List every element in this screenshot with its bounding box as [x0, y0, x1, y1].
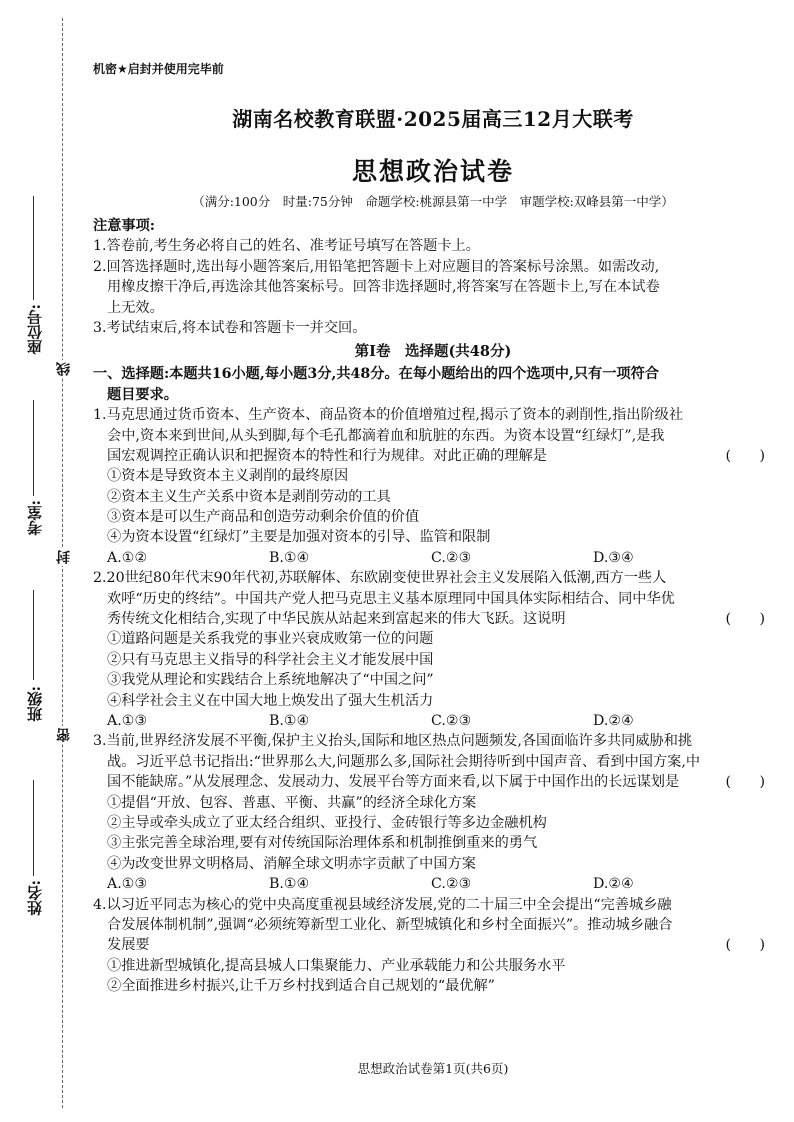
q2-option-c: C.②③: [431, 712, 472, 729]
q4-item-1: ①推进新型城镇化,提高县城人口集聚能力、产业承载能力和公共服务水平: [107, 957, 566, 974]
note-1: 1.答卷前,考生务必将自己的姓名、准考证号填写在答题卡上。: [93, 238, 480, 255]
class-field: [20, 590, 50, 730]
q4-stem-2: 合发展体制机制”,强调“必须统筹新型工业化、新型城镇化和乡村全面振兴”。推动城乡融合: [107, 916, 673, 933]
q1-stem-3-text: 国宏观调控正确认识和把握资本的特性和行为规律。对此正确的理解是: [107, 447, 547, 464]
q2-option-b: B.①④: [269, 712, 310, 729]
q1-item-1: ①资本是导致资本主义剥削的最终原因: [107, 468, 349, 485]
q2-stem-3-text: 秀传统文化相结合,实现了中华民族从站起来到富起来的伟大飞跃。这说明: [107, 611, 566, 628]
q4-answer-blank: ( ): [725, 937, 765, 954]
seal-xian: 线: [56, 362, 72, 376]
q1-option-d: D.③④: [593, 549, 634, 566]
q1-option-b: B.①④: [269, 549, 310, 566]
q2-stem-3: [93, 609, 773, 629]
name-field: [20, 780, 50, 930]
q1-item-3: ③资本是可以生产商品和创造劳动剩余价值的价值: [107, 509, 420, 526]
exam-meta: （满分:100分 时量:75分钟 命题学校:桃源县第一中学 审题学校:双峰县第一中学）: [192, 194, 674, 209]
seat-line: [33, 196, 34, 300]
name-label: 姓名:: [26, 880, 44, 916]
seal-feng: 封: [56, 550, 72, 564]
q4-item-2: ②全面推进乡村振兴,让千万乡村找到适合自己规划的“最优解”: [107, 978, 495, 995]
q2-answer-blank: ( ): [725, 611, 765, 628]
q2-option-d: D.②④: [593, 712, 634, 729]
q1-item-2: ②资本主义生产关系中资本是剥削劳动的工具: [107, 488, 391, 505]
note-2-line-1: 2.回答选择题时,选出每小题答案后,用铅笔把答题卡上对应题目的答案标号涂黑。如需改动,: [93, 258, 660, 275]
q3-option-c: C.②③: [431, 876, 472, 893]
q2-item-2: ②只有马克思主义指导的科学社会主义才能发展中国: [107, 651, 434, 668]
seal-mi: 密: [56, 728, 72, 742]
class-line: [33, 590, 34, 680]
q3-options: [93, 874, 773, 894]
q3-item-4: ④为改变世界文明格局、消解全球文明赤字贡献了中国方案: [107, 855, 476, 872]
q2-option-a: A.①③: [107, 712, 148, 729]
q1-stem-3: [93, 446, 773, 466]
q1-stem-2: 会中,资本来到世间,从头到脚,每个毛孔都滴着血和肮脏的东西。为资本设置“红绿灯”,是我: [107, 427, 665, 444]
room-line: [33, 400, 34, 496]
q3-option-d: D.②④: [593, 876, 634, 893]
exam-body: [93, 216, 773, 996]
subject-title: 思想政治试卷: [351, 157, 514, 186]
page-footer: 思想政治试卷第1页(共6页): [357, 1061, 509, 1076]
exam-title: 湖南名校教育联盟·2025届高三12月大联考: [232, 107, 634, 131]
note-2-line-3: 上无效。: [107, 299, 164, 316]
q3-answer-blank: ( ): [725, 774, 765, 791]
q4-stem-3-text: 发展要: [107, 937, 150, 954]
q2-item-3: ③我党从理论和实践结合上系统地解决了“中国之问”: [107, 672, 434, 689]
q1-stem-1: 1.马克思通过货币资本、生产资本、商品资本的价值增殖过程,揭示了资本的剥削性,指出阶级社: [93, 407, 684, 424]
q1-options: [93, 548, 773, 568]
seat-label: 座位号:: [26, 304, 44, 355]
q3-option-a: A.①③: [107, 876, 148, 893]
notes-title: 注意事项:: [93, 218, 155, 234]
q4-stem-3: [93, 935, 773, 955]
q1-answer-blank: ( ): [725, 447, 765, 464]
name-line: [33, 780, 34, 876]
note-2-line-2: 用橡皮擦干净后,再选涂其他答案标号。回答非选择题时,将答案写在答题卡上,写在本试卷: [107, 279, 660, 296]
room-label: 考室:: [26, 500, 44, 536]
q2-stem-1: 2.20世纪80年代末90年代初,苏联解体、东欧剧变使世界社会主义发展陷入低潮,西方一些人: [93, 570, 667, 587]
section-title: 第Ⅰ卷 选择题(共48分): [354, 343, 512, 361]
q3-stem-3: [93, 772, 773, 792]
q3-stem-1: 3.当前,世界经济发展不平衡,保护主义抬头,国际和地区热点问题频发,各国面临许多共同威胁和挑: [93, 733, 693, 750]
note-3: 3.考试结束后,将本试卷和答题卡一并交回。: [93, 319, 367, 336]
q2-options: [93, 711, 773, 731]
q3-stem-3-text: 国不能缺席。”从发展理念、发展动力、发展平台等方面来看,以下属于中国作出的长远谋划是: [107, 774, 680, 791]
q3-item-3: ③主张完善全球治理,要有对传统国际治理体系和机制推倒重来的勇气: [107, 835, 538, 852]
q3-option-b: B.①④: [269, 876, 310, 893]
binding-margin: [0, 0, 88, 1122]
q1-item-4: ④为资本设置“红绿灯”主要是加强对资本的引导、监管和限制: [107, 529, 491, 546]
section-instruction-2: 题目要求。: [107, 386, 178, 403]
q3-item-2: ②主导或牵头成立了亚太经合组织、亚投行、金砖银行等多边金融机构: [107, 814, 547, 831]
q4-stem-1: 4.以习近平同志为核心的党中央高度重视县域经济发展,党的二十届三中全会提出“完善城乡融: [93, 896, 672, 913]
room-field: [20, 400, 50, 540]
class-label: 班级:: [26, 686, 44, 722]
q1-option-a: A.①②: [107, 549, 148, 566]
q2-item-4: ④科学社会主义在中国大地上焕发出了强大生机活力: [107, 692, 434, 709]
q3-stem-2: 战。习近平总书记指出:“世界那么大,问题那么多,国际社会期待听到中国声音、看到中国方案,中: [107, 753, 701, 770]
q3-item-1: ①提倡“开放、包容、普惠、平衡、共赢”的经济全球化方案: [107, 794, 477, 811]
seat-field: [20, 196, 50, 366]
secret-mark: 机密★启封并使用完毕前: [93, 62, 224, 76]
q1-option-c: C.②③: [431, 549, 472, 566]
q2-item-1: ①道路问题是关系我党的事业兴衰成败第一位的问题: [107, 631, 434, 648]
section-instruction-1: 一、选择题:本题共16小题,每小题3分,共48分。在每小题给出的四个选项中,只有一项符合: [93, 366, 659, 383]
q2-stem-2: 欢呼“历史的终结”。中国共产党人把马克思主义基本原理同中国具体实际相结合、同中华优: [107, 590, 675, 607]
